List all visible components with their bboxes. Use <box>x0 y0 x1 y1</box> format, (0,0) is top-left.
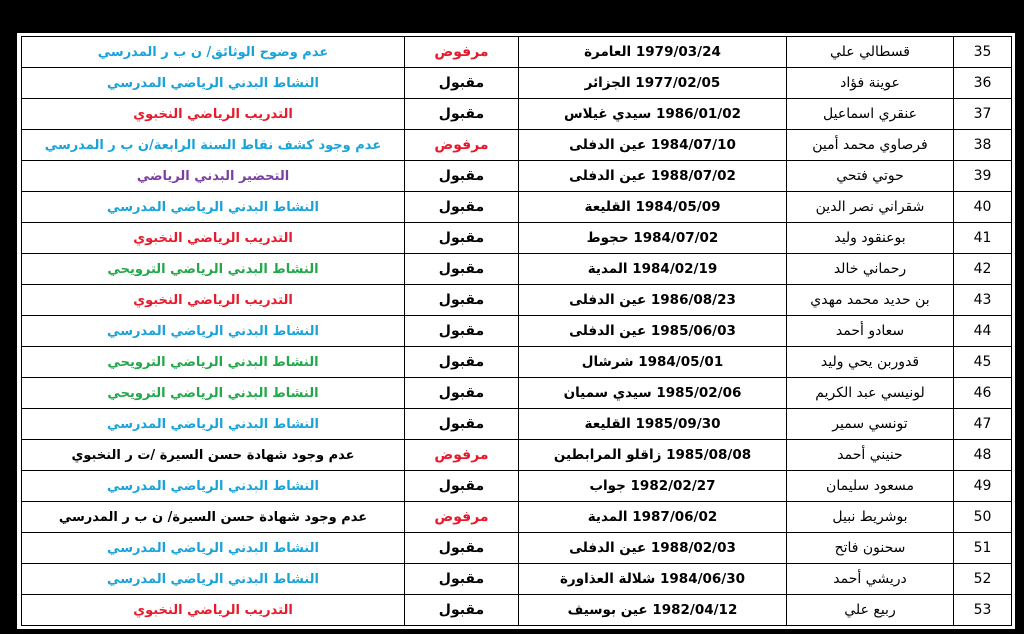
specialty-note: التحضير البدني الرياضي <box>22 161 405 192</box>
specialty-note: عدم وجود كشف نقاط السنة الرابعة/ن ب ر المدرسي <box>22 130 405 161</box>
birth-date-place: 1985/09/30 القليعة <box>519 409 787 440</box>
candidate-name: حنيني أحمد <box>787 440 954 471</box>
row-number: 49 <box>954 471 1012 502</box>
row-number: 41 <box>954 223 1012 254</box>
table-row <box>22 130 1012 161</box>
row-number: 35 <box>954 37 1012 68</box>
decision-status: مقبول <box>405 254 519 285</box>
decision-status: مرفوض <box>405 502 519 533</box>
birth-date-place: 1986/01/02 سيدي غيلاس <box>519 99 787 130</box>
birth-date-place: 1988/07/02 عين الدفلى <box>519 161 787 192</box>
table-row <box>22 316 1012 347</box>
decision-status: مقبول <box>405 409 519 440</box>
candidate-name: بن حديد محمد مهدي <box>787 285 954 316</box>
candidate-name: سعادو أحمد <box>787 316 954 347</box>
decision-status: مقبول <box>405 161 519 192</box>
birth-date-place: 1982/04/12 عين بوسيف <box>519 595 787 626</box>
row-number: 42 <box>954 254 1012 285</box>
candidate-name: لونيسي عبد الكريم <box>787 378 954 409</box>
table-row <box>22 440 1012 471</box>
candidate-name: عوينة فؤاد <box>787 68 954 99</box>
specialty-note: عدم وجود شهادة حسن السيرة/ ن ب ر المدرسي <box>22 502 405 533</box>
decision-status: مقبول <box>405 223 519 254</box>
birth-date-place: 1986/08/23 عين الدفلى <box>519 285 787 316</box>
table-row <box>22 285 1012 316</box>
decision-status: مقبول <box>405 316 519 347</box>
row-number: 52 <box>954 564 1012 595</box>
row-number: 45 <box>954 347 1012 378</box>
specialty-note: النشاط البدني الرياضي الترويحي <box>22 254 405 285</box>
row-number: 53 <box>954 595 1012 626</box>
birth-date-place: 1984/02/19 المدية <box>519 254 787 285</box>
row-number: 38 <box>954 130 1012 161</box>
specialty-note: النشاط البدني الرياضي المدرسي <box>22 564 405 595</box>
specialty-note: النشاط البدني الرياضي الترويحي <box>22 347 405 378</box>
birth-date-place: 1984/05/01 شرشال <box>519 347 787 378</box>
birth-date-place: 1982/02/27 جواب <box>519 471 787 502</box>
table-row <box>22 161 1012 192</box>
decision-status: مرفوض <box>405 37 519 68</box>
birth-date-place: 1984/06/30 شلالة العذاورة <box>519 564 787 595</box>
birth-date-place: 1988/02/03 عين الدفلى <box>519 533 787 564</box>
decision-status: مقبول <box>405 347 519 378</box>
candidate-name: ربيع علي <box>787 595 954 626</box>
row-number: 46 <box>954 378 1012 409</box>
decision-status: مقبول <box>405 471 519 502</box>
candidate-name: تونسي سمير <box>787 409 954 440</box>
specialty-note: النشاط البدني الرياضي المدرسي <box>22 192 405 223</box>
decision-status: مقبول <box>405 285 519 316</box>
table-row <box>22 564 1012 595</box>
specialty-note: عدم وجود شهادة حسن السيرة /ت ر النخبوي <box>22 440 405 471</box>
table-row <box>22 223 1012 254</box>
table-row <box>22 99 1012 130</box>
row-number: 50 <box>954 502 1012 533</box>
table-row <box>22 409 1012 440</box>
birth-date-place: 1985/06/03 عين الدفلى <box>519 316 787 347</box>
table-row <box>22 68 1012 99</box>
candidate-name: حوتي فتحي <box>787 161 954 192</box>
row-number: 39 <box>954 161 1012 192</box>
candidate-name: بوشريط نبيل <box>787 502 954 533</box>
row-number: 48 <box>954 440 1012 471</box>
document-page <box>17 33 1015 629</box>
table-row <box>22 471 1012 502</box>
row-number: 36 <box>954 68 1012 99</box>
birth-date-place: 1979/03/24 العامرة <box>519 37 787 68</box>
candidates-table <box>21 36 1012 626</box>
decision-status: مقبول <box>405 68 519 99</box>
decision-status: مقبول <box>405 595 519 626</box>
decision-status: مقبول <box>405 564 519 595</box>
decision-status: مقبول <box>405 533 519 564</box>
row-number: 40 <box>954 192 1012 223</box>
birth-date-place: 1984/07/02 حجوط <box>519 223 787 254</box>
candidate-name: قدوربن يحي وليد <box>787 347 954 378</box>
candidate-name: مسعود سليمان <box>787 471 954 502</box>
candidate-name: رحماني خالد <box>787 254 954 285</box>
candidate-name: عنقري اسماعيل <box>787 99 954 130</box>
birth-date-place: 1987/06/02 المدية <box>519 502 787 533</box>
row-number: 51 <box>954 533 1012 564</box>
table-row <box>22 37 1012 68</box>
row-number: 37 <box>954 99 1012 130</box>
decision-status: مرفوض <box>405 440 519 471</box>
table-body <box>22 37 1012 626</box>
decision-status: مقبول <box>405 192 519 223</box>
table-row <box>22 254 1012 285</box>
table-row <box>22 502 1012 533</box>
birth-date-place: 1985/08/08 زاقلو المرابطين <box>519 440 787 471</box>
specialty-note: النشاط البدني الرياضي المدرسي <box>22 409 405 440</box>
candidate-name: فرصاوي محمد أمين <box>787 130 954 161</box>
specialty-note: عدم وضوح الوثائق/ ن ب ر المدرسي <box>22 37 405 68</box>
table-row <box>22 595 1012 626</box>
specialty-note: التدريب الرياضي النخبوي <box>22 595 405 626</box>
specialty-note: النشاط البدني الرياضي المدرسي <box>22 316 405 347</box>
candidate-name: بوعنقود وليد <box>787 223 954 254</box>
specialty-note: التدريب الرياضي النخبوي <box>22 223 405 254</box>
table-row <box>22 192 1012 223</box>
birth-date-place: 1977/02/05 الجزائر <box>519 68 787 99</box>
birth-date-place: 1984/07/10 عين الدفلى <box>519 130 787 161</box>
table-row <box>22 533 1012 564</box>
candidate-name: قسطالي علي <box>787 37 954 68</box>
specialty-note: النشاط البدني الرياضي المدرسي <box>22 533 405 564</box>
specialty-note: النشاط البدني الرياضي الترويحي <box>22 378 405 409</box>
decision-status: مقبول <box>405 378 519 409</box>
birth-date-place: 1984/05/09 القليعة <box>519 192 787 223</box>
row-number: 43 <box>954 285 1012 316</box>
specialty-note: التدريب الرياضي النخبوي <box>22 99 405 130</box>
decision-status: مرفوض <box>405 130 519 161</box>
candidate-name: شقراني نصر الدين <box>787 192 954 223</box>
row-number: 44 <box>954 316 1012 347</box>
candidate-name: دريشي أحمد <box>787 564 954 595</box>
specialty-note: النشاط البدني الرياضي المدرسي <box>22 68 405 99</box>
decision-status: مقبول <box>405 99 519 130</box>
birth-date-place: 1985/02/06 سيدي سميان <box>519 378 787 409</box>
candidate-name: سحنون فاتح <box>787 533 954 564</box>
table-row <box>22 347 1012 378</box>
row-number: 47 <box>954 409 1012 440</box>
specialty-note: النشاط البدني الرياضي المدرسي <box>22 471 405 502</box>
table-row <box>22 378 1012 409</box>
specialty-note: التدريب الرياضي النخبوي <box>22 285 405 316</box>
